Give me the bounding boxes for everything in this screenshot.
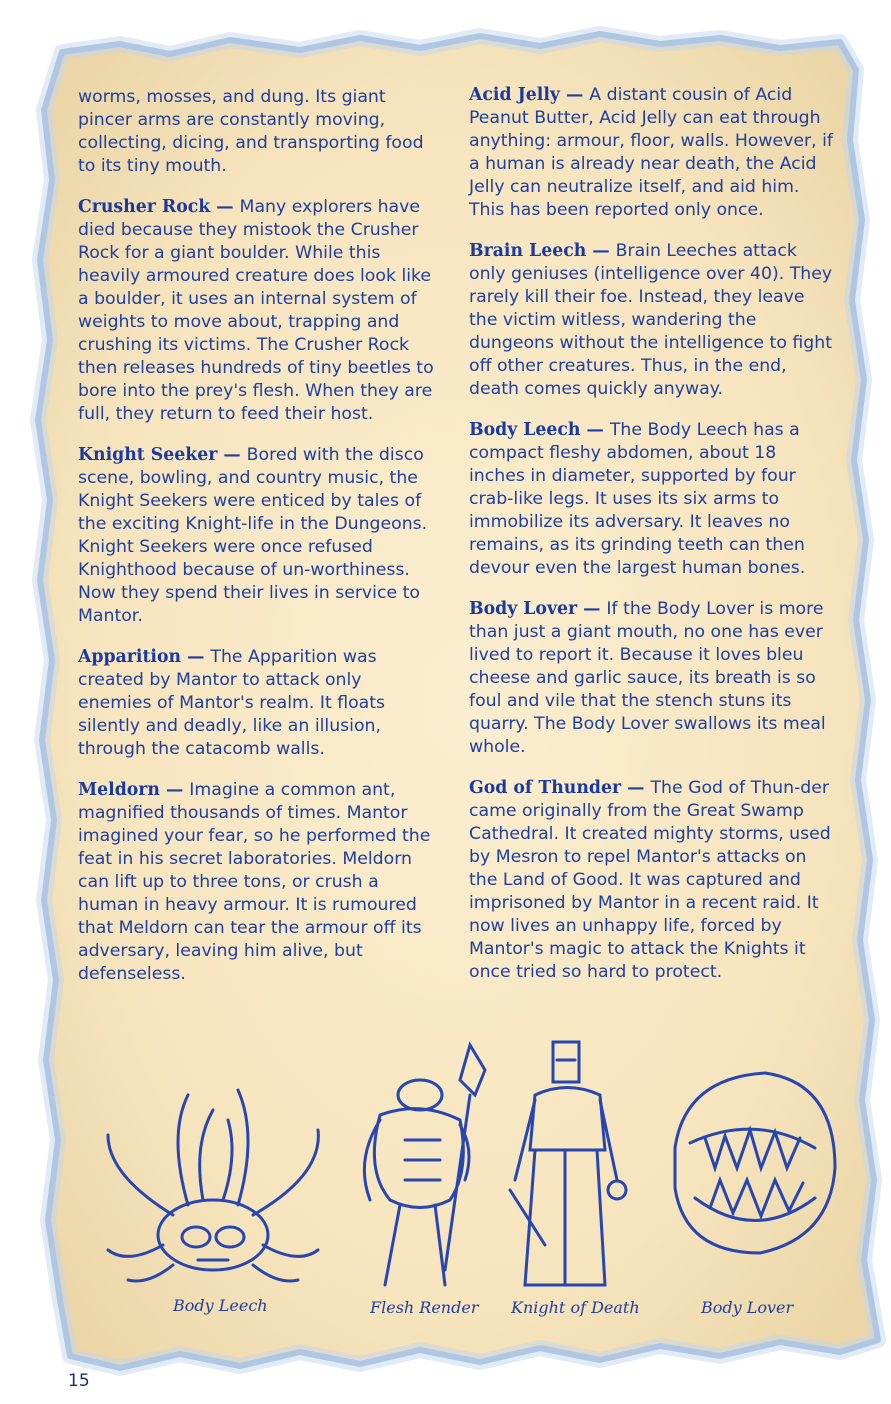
entry-god-of-thunder: God of Thunder — The God of Thun-der came originally from the Great Swamp Cathedral. It created mighty storms, used by Mesron to repel Mantor's attacks on the Land of Good. It was captured and imprisoned by Mantor in a recent raid. It now lives an unhappy life, forced by Mantor's magic to attack the Knights it once tried so hard to protect. bbox=[469, 778, 831, 982]
entry-title: Apparition bbox=[78, 647, 182, 667]
entry-title: God of Thunder bbox=[469, 778, 622, 798]
intro-paragraph: worms, mosses, and dung. Its giant pincer arms are constantly moving, collecting, dicing, and transporting food to its tiny mouth. bbox=[78, 87, 424, 176]
caption-knight-of-death: Knight of Death bbox=[511, 1298, 640, 1317]
page-number: 15 bbox=[68, 1371, 90, 1391]
knight-of-death-illustration bbox=[505, 1040, 630, 1295]
body-leech-illustration bbox=[88, 1075, 338, 1295]
entry-crusher-rock: Crusher Rock — Many explorers have died because they mistook the Crusher Rock for a giant boulder. While this heavily armoured creature does look like a boulder, it uses an internal system of weights to move about, trapping and crushing its victims. The Crusher Rock then releases hundreds of tiny beetles to bore into the prey's flesh. When they are full, they return to feed their host. bbox=[78, 197, 434, 424]
entry-brain-leech: Brain Leech — Brain Leeches attack only geniuses (intelligence over 40). They rarely kill their foe. Instead, they leave the victim witless, wandering the dungeons without the intelligence to fight off other creatures. Thus, in the end, death comes quickly anyway. bbox=[469, 241, 833, 399]
entry-knight-seeker: Knight Seeker — Bored with the disco scene, bowling, and country music, the Knight Seekers were enticed by tales of the exciting Knight-life in the Dungeons. Knight Seekers were once refused Knighthood because of un-worthiness. Now they spend their lives in service to Mantor. bbox=[78, 445, 428, 626]
caption-flesh-render: Flesh Render bbox=[370, 1298, 479, 1317]
entry-text: The God of Thun-der came originally from the Great Swamp Cathedral. It created mighty storms, used by Mesron to repel Mantor's attacks on the Land of Good. It was captured and imprisoned by Mantor in a recent raid. It now lives an unhappy life, forced by Mantor's magic to attack the Knights it once tried so hard to protect. bbox=[469, 778, 831, 982]
right-column bbox=[469, 84, 834, 1002]
entry-body-leech: Body Leech — The Body Leech has a compact fleshy abdomen, about 18 inches in diameter, supported by four crab-like legs. It uses its six arms to immobilize its adversary. It leaves no remains, as its grinding teeth can then devour even the largest human bones. bbox=[469, 420, 806, 578]
entry-text: Imagine a common ant, magnified thousands of times. Mantor imagined your fear, so he performed the feat in his secret laboratories. Meldorn can lift up to three tons, or crush a human in heavy armour. It is rumoured that Meldorn can tear the armour off its adversary, leaving him alive, but defenseless. bbox=[78, 780, 431, 984]
left-column bbox=[78, 86, 440, 1004]
entry-title: Acid Jelly bbox=[469, 85, 560, 105]
flesh-render-illustration bbox=[350, 1040, 495, 1295]
entry-title: Body Leech bbox=[469, 420, 581, 440]
entry-text: If the Body Lover is more than just a giant mouth, no one has ever lived to report it. Because it loves bleu cheese and garlic sauce, its breath is so foul and vile that the stench stuns its quarry. The Body Lover swallows its meal whole. bbox=[469, 599, 826, 757]
entry-title: Knight Seeker bbox=[78, 445, 218, 465]
body-lover-illustration bbox=[655, 1068, 845, 1263]
entry-text: A distant cousin of Acid Peanut Butter, Acid Jelly can eat through anything: armour, floor, walls. However, if a human is already near death, the Acid Jelly can neutralize itself, and aid him. This has been reported only once. bbox=[469, 85, 833, 220]
entry-title: Crusher Rock bbox=[78, 197, 211, 217]
caption-body-lover: Body Lover bbox=[701, 1298, 794, 1317]
entry-meldorn: Meldorn — Imagine a common ant, magnified thousands of times. Mantor imagined your fear, so he performed the feat in his secret laboratories. Meldorn can lift up to three tons, or crush a human in heavy armour. It is rumoured that Meldorn can tear the armour off its adversary, leaving him alive, but defenseless. bbox=[78, 780, 431, 984]
entry-acid-jelly: Acid Jelly — A distant cousin of Acid Peanut Butter, Acid Jelly can eat through anything: armour, floor, walls. However, if a human is already near death, the Acid Jelly can neutralize itself, and aid him. This has been reported only once. bbox=[469, 85, 833, 220]
entry-title: Body Lover bbox=[469, 599, 578, 619]
entry-apparition: Apparition — The Apparition was created by Mantor to attack only enemies of Mantor's realm. It floats silently and deadly, like an illusion, through the catacomb walls. bbox=[78, 647, 386, 759]
caption-body-leech: Body Leech bbox=[173, 1296, 268, 1315]
entry-text: Brain Leeches attack only geniuses (intelligence over 40). They rarely kill their foe. Instead, they leave the victim witless, wandering the dungeons without the intelligence to fight off other creatures. Thus, in the end, death comes quickly anyway. bbox=[469, 241, 833, 399]
entry-text: Bored with the disco scene, bowling, and country music, the Knight Seekers were enticed by tales of the exciting Knight-life in the Dungeons. Knight Seekers were once refused Knighthood because of un-worthiness. Now they spend their lives in service to Mantor. bbox=[78, 445, 428, 626]
entry-title: Meldorn bbox=[78, 780, 160, 800]
entry-text: The Apparition was created by Mantor to attack only enemies of Mantor's realm. It floats silently and deadly, like an illusion, through the catacomb walls. bbox=[78, 647, 386, 759]
entry-body-lover: Body Lover — If the Body Lover is more than just a giant mouth, no one has ever lived to report it. Because it loves bleu cheese and garlic sauce, its breath is so foul and vile that the stench stuns its quarry. The Body Lover swallows its meal whole. bbox=[469, 599, 826, 757]
entry-title: Brain Leech bbox=[469, 241, 587, 261]
entry-text: Many explorers have died because they mistook the Crusher Rock for a giant boulder. While this heavily armoured creature does look like a boulder, it uses an internal system of weights to move about, trapping and crushing its victims. The Crusher Rock then releases hundreds of tiny beetles to bore into the prey's flesh. When they are full, they return to feed their host. bbox=[78, 197, 434, 424]
entry-text: The Body Leech has a compact fleshy abdomen, about 18 inches in diameter, supported by four crab-like legs. It uses its six arms to immobilize its adversary. It leaves no remains, as its grinding teeth can then devour even the largest human bones. bbox=[469, 420, 806, 578]
